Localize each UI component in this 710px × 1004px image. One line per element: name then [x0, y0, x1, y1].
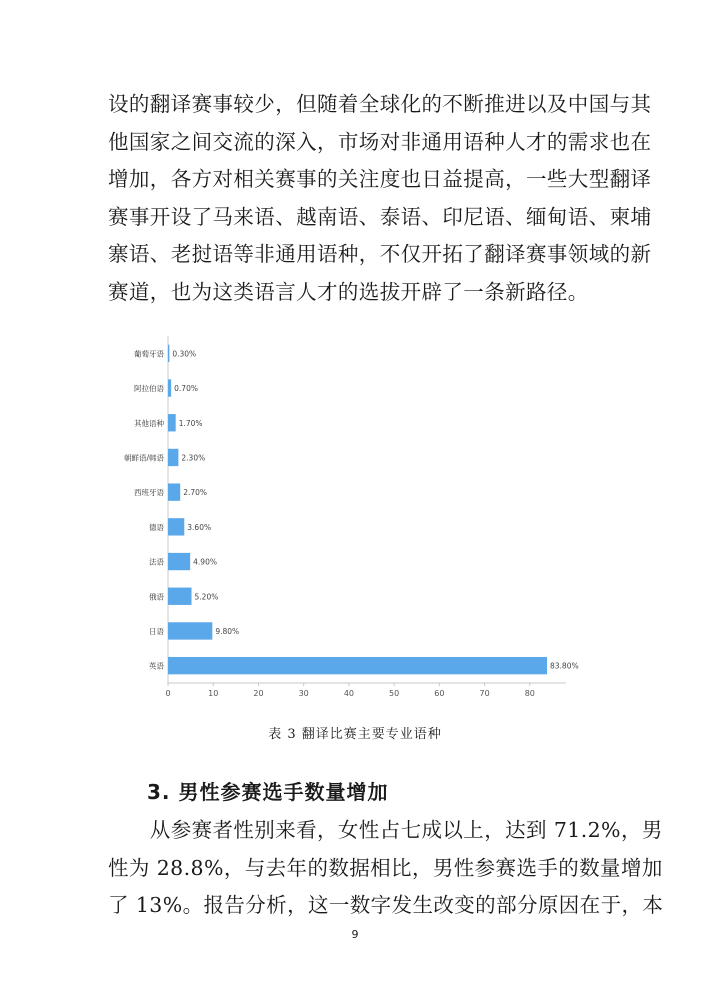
x-tick-label: 0 — [165, 689, 171, 698]
chart-caption: 表 3 翻译比赛主要专业语种 — [268, 727, 442, 742]
x-tick-label: 80 — [524, 689, 535, 698]
x-tick-label: 30 — [298, 689, 309, 698]
data-label: 1.70% — [178, 418, 203, 428]
category-label: 法语 — [149, 557, 164, 567]
paragraph-line: 赛事开设了马来语、越南语、泰语、印尼语、缅甸语、柬埔 — [108, 204, 652, 229]
body-paragraph-2 — [108, 812, 664, 925]
category-label: 英语 — [149, 661, 164, 671]
data-label: 0.30% — [172, 349, 197, 359]
data-label: 9.80% — [215, 626, 240, 636]
language-bar-chart — [118, 330, 588, 705]
section-heading: 3. 男性参赛选手数量增加 — [147, 780, 389, 804]
bar — [168, 588, 192, 605]
category-label: 阿拉伯语 — [134, 384, 164, 394]
category-label: 日语 — [149, 626, 164, 636]
x-tick-label: 40 — [343, 689, 355, 698]
category-label: 朝鲜语/韩语 — [123, 453, 164, 463]
category-label: 德语 — [149, 522, 164, 532]
bar — [168, 483, 180, 500]
bar — [168, 657, 547, 674]
data-label: 2.30% — [181, 453, 206, 463]
bar — [168, 622, 212, 639]
bar — [168, 553, 190, 570]
x-tick-label: 50 — [389, 689, 400, 698]
paragraph-line: 赛道，也为这类语言人才的选拔开辟了一条新路径。 — [108, 279, 589, 304]
data-label: 3.60% — [187, 522, 212, 532]
data-label: 2.70% — [183, 488, 208, 498]
page-number: 9 — [351, 928, 359, 941]
x-tick-label: 70 — [479, 689, 490, 698]
paragraph-line: 增加，各方对相关赛事的关注度也日益提高，一些大型翻译 — [108, 167, 652, 191]
data-label: 4.90% — [193, 557, 217, 567]
data-label: 5.20% — [194, 592, 219, 602]
category-label: 西班牙语 — [134, 488, 164, 498]
paragraph-line: 寨语、老挝语等非通用语种，不仅开拓了翻译赛事领域的新 — [108, 242, 652, 266]
x-tick-label: 10 — [208, 689, 219, 698]
bar — [168, 345, 169, 362]
data-label: 83.80% — [550, 661, 579, 671]
paragraph-line: 从参赛者性别来看，女性占七成以上，达到 71.2%，男 — [108, 818, 663, 842]
x-tick-label: 60 — [434, 689, 445, 698]
bar — [168, 449, 178, 466]
bar — [168, 414, 176, 431]
category-label: 其他语种 — [134, 418, 164, 428]
paragraph-line: 性为 28.8%，与去年的数据相比，男性参赛选手的数量增加 — [108, 855, 663, 880]
x-tick-label: 20 — [253, 689, 264, 698]
paragraph-line: 设的翻译赛事较少，但随着全球化的不断推进以及中国与其 — [108, 92, 652, 116]
category-label: 葡萄牙语 — [134, 349, 164, 359]
category-label: 俄语 — [149, 592, 164, 602]
body-paragraph-1 — [108, 86, 652, 311]
paragraph-line: 了 13%。报告分析，这一数字发生改变的部分原因在于，本 — [108, 893, 664, 917]
paragraph-line: 他国家之间交流的深入，市场对非通用语种人才的需求也在 — [108, 129, 652, 154]
bar — [168, 518, 184, 535]
bar — [168, 379, 171, 396]
data-label: 0.70% — [174, 384, 198, 394]
